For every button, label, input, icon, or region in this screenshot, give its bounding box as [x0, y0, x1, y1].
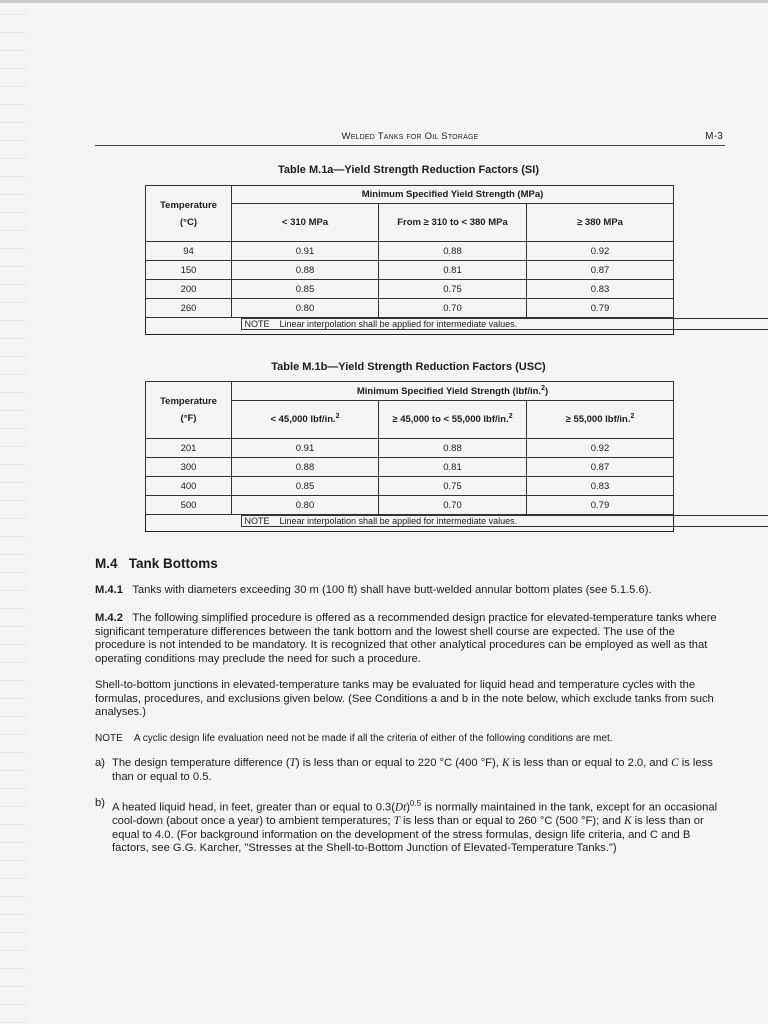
clause-text: Tanks with diameters exceeding 30 m (100 ft) shall have butt-welded annular bottom plates (see 5.1.5.6).: [132, 584, 652, 596]
table-row: [146, 280, 674, 299]
table-a-group-header: Minimum Specified Yield Strength (MPa): [232, 186, 674, 204]
cell-value: 0.88: [379, 242, 527, 261]
text-run: ) is less than or equal to 220 °C (400 °F),: [295, 757, 502, 769]
temp-header-line1: Temperature: [160, 396, 217, 407]
temp-header-line1: Temperature: [160, 199, 217, 211]
superscript: 2: [335, 413, 340, 421]
cell-temp: 260: [146, 299, 232, 318]
table-a-note: NOTE Linear interpolation shall be applied for intermediate values.: [241, 318, 768, 330]
text-run: is less than or equal to 2.0, and: [509, 757, 672, 769]
table-row: [146, 242, 674, 261]
table-a-col1: < 310 MPa: [232, 204, 379, 242]
list-text: [112, 757, 723, 784]
table-a-col3: ≥ 380 MPa: [527, 204, 674, 242]
group-header-text: Minimum Specified Yield Strength (lbf/in.: [356, 386, 542, 398]
cell-value: 0.91: [232, 439, 379, 458]
cell-temp: 150: [146, 261, 232, 280]
table-row: [146, 299, 674, 318]
cell-value: 0.88: [232, 458, 379, 477]
running-header: [95, 131, 725, 146]
list-item-b: [95, 797, 723, 867]
temp-header-line2: (°C): [180, 216, 197, 228]
cell-value: 0.81: [379, 261, 527, 280]
cell-value: 0.87: [527, 458, 674, 477]
table-row: [146, 477, 674, 496]
section-heading: [95, 556, 218, 571]
page-number: M-3: [705, 131, 723, 142]
cell-value: 0.92: [527, 242, 674, 261]
table-b-group-header: [232, 382, 674, 401]
cell-value: 0.79: [527, 496, 674, 515]
text-run: is less than or equal to 260 °C (500 °F); and: [399, 815, 625, 828]
cell-value: 0.80: [232, 299, 379, 318]
cell-value: 0.81: [379, 458, 527, 477]
cell-value: 0.85: [232, 280, 379, 299]
table-a-col2: From ≥ 310 to < 380 MPa: [379, 204, 527, 242]
table-a: [145, 185, 674, 335]
variable: K: [624, 815, 632, 828]
variable: K: [501, 757, 510, 769]
clause-text: The following simplified procedure is offered as a recommended design practice for elevated-temperature tanks where significant temperature differences between the tank bottom and the lowest shell course are expected. The use of the procedure is not intended to be mandatory. It is recognized that other analytical procedures can be employed as well as that operating conditions may preclude the need for such a procedure.: [95, 612, 717, 665]
cell-value: 0.85: [232, 477, 379, 496]
paragraph-shell-to-bottom: Shell-to-bottom junctions in elevated-temperature tanks may be evaluated for liquid head and temperature cycles with the formulas, procedures, and exclusions given below. (See Conditions a and b in the note below, which exclude tanks from such analyses.): [95, 679, 714, 718]
cell-temp: 400: [146, 477, 232, 496]
cell-temp: 94: [146, 242, 232, 261]
superscript: 2: [541, 384, 545, 392]
text-run: The design temperature difference (: [112, 757, 290, 769]
col-label: ≥ 45,000 to < 55,000 lbf/in.: [392, 414, 509, 426]
table-a-caption: Table M.1a—Yield Strength Reduction Factors (SI): [278, 164, 539, 176]
cell-value: 0.87: [527, 261, 674, 280]
header-title: Welded Tanks for Oil Storage: [341, 131, 479, 142]
list-label: b): [95, 797, 105, 809]
cell-value: 0.70: [379, 299, 527, 318]
table-row: [146, 261, 674, 280]
cell-value: 0.91: [232, 242, 379, 261]
paragraph-m41: [95, 584, 723, 598]
cell-temp: 201: [146, 439, 232, 458]
col-label: < 45,000 lbf/in.: [270, 414, 336, 426]
list-text: [112, 797, 723, 856]
cell-value: 0.79: [527, 299, 674, 318]
clause-number: M.4.2: [95, 612, 123, 624]
table-b-col3: [527, 401, 674, 439]
table-b: [145, 381, 674, 532]
cell-value: 0.88: [379, 439, 527, 458]
cell-value: 0.70: [379, 496, 527, 515]
superscript: 0.5: [409, 799, 422, 808]
col-label: ≥ 55,000 lbf/in.: [565, 414, 631, 426]
cell-value: 0.75: [379, 477, 527, 496]
group-header-end: ): [544, 386, 549, 398]
table-row: [146, 496, 674, 515]
paragraph-m42: [95, 612, 723, 666]
table-b-col1: [232, 401, 379, 439]
list-item-a: [95, 757, 723, 785]
temp-header-line2: (°F): [180, 413, 197, 424]
cell-temp: 500: [146, 496, 232, 515]
list-label: a): [95, 757, 105, 769]
superscript: 2: [630, 413, 635, 421]
note-text: A cyclic design life evaluation need not be made if all the criteria of either of the following conditions are met.: [133, 733, 613, 744]
binding-holes-strip: [0, 0, 26, 1024]
note-paragraph: [95, 733, 723, 744]
table-b-temp-header: [146, 382, 232, 439]
note-label: NOTE: [95, 733, 123, 744]
variable: Dt: [395, 801, 407, 814]
variable: T: [289, 757, 296, 769]
table-row: [146, 439, 674, 458]
text-run: is normally maintained in the tank, except for an occasional cool-down (about once a year) to ambient temperatures;: [112, 801, 718, 828]
table-a-temp-header: [146, 186, 232, 242]
cell-value: 0.75: [379, 280, 527, 299]
table-row: [146, 458, 674, 477]
section-number: M.4: [95, 556, 118, 571]
cell-temp: 300: [146, 458, 232, 477]
table-b-col2: [379, 401, 527, 439]
clause-number: M.4.1: [95, 584, 123, 596]
text-run: is less than or equal to 4.0. (For background information on the development of the stress formulas, design life criteria, and C and B factors, see G.G. Karcher, "Stresses at the Shell-to-Bottom Junction of Elevated-Temperature Tanks."): [112, 815, 704, 855]
cell-value: 0.80: [232, 496, 379, 515]
variable: C: [671, 757, 679, 769]
scan-top-edge: [0, 0, 768, 3]
table-b-caption: Table M.1b—Yield Strength Reduction Factors (USC): [271, 361, 546, 373]
section-title: Tank Bottoms: [128, 556, 218, 571]
cell-value: 0.83: [527, 280, 674, 299]
cell-value: 0.88: [232, 261, 379, 280]
table-b-note: NOTE Linear interpolation shall be applied for intermediate values.: [241, 515, 768, 527]
superscript: 2: [508, 413, 513, 421]
text-run: ): [406, 801, 410, 814]
text-run: A heated liquid head, in feet, greater than or equal to 0.3(: [112, 801, 395, 814]
variable: T: [393, 815, 400, 828]
text-run: is less than or equal to 0.5.: [112, 757, 713, 783]
cell-temp: 200: [146, 280, 232, 299]
cell-value: 0.83: [527, 477, 674, 496]
cell-value: 0.92: [527, 439, 674, 458]
